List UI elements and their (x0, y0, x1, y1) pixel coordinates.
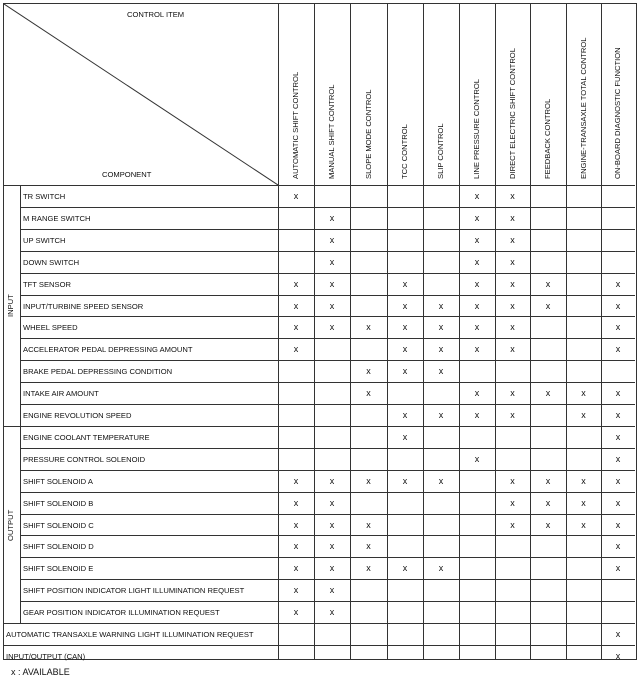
available-mark: x (329, 475, 335, 486)
row-divider (20, 601, 635, 602)
available-mark: x (581, 388, 586, 399)
header-diagonal (4, 4, 278, 185)
row-divider (20, 338, 635, 339)
row-label: TFT SENSOR (23, 279, 71, 289)
available-mark: x (402, 431, 408, 442)
column-header-5: SLIP CONTROL (436, 123, 445, 179)
available-mark: x (438, 366, 444, 377)
row-label: ENGINE COOLANT TEMPERATURE (23, 432, 150, 442)
row-label: UP SWITCH (23, 235, 66, 245)
available-mark: x (293, 300, 299, 311)
available-mark: x (293, 278, 299, 289)
row-divider (4, 426, 635, 427)
available-mark: x (402, 366, 408, 377)
available-mark: x (474, 278, 480, 289)
available-mark: x (402, 410, 408, 420)
row-divider (20, 514, 635, 515)
available-mark: x (329, 322, 335, 333)
row-label: TR SWITCH (23, 192, 66, 201)
column-header-4: TCC CONTROL (400, 124, 409, 179)
available-mark: x (510, 344, 515, 355)
row-divider (4, 645, 635, 646)
available-mark: x (293, 563, 299, 574)
available-mark: x (545, 300, 551, 311)
available-mark: x (615, 431, 621, 442)
available-mark: x (329, 278, 335, 289)
available-mark: x (510, 497, 515, 508)
available-mark: x (474, 453, 480, 464)
column-header-8: FEEDBACK CONTROL (543, 98, 552, 179)
available-mark: x (545, 475, 551, 486)
available-mark: x (615, 300, 621, 311)
available-mark: x (329, 585, 335, 596)
available-mark: x (510, 191, 515, 201)
available-mark: x (329, 256, 335, 267)
available-mark: x (402, 300, 408, 311)
available-mark: x (366, 322, 371, 333)
available-mark: x (615, 344, 621, 355)
available-mark: x (366, 475, 371, 486)
row-label: INPUT/TURBINE SPEED SENSOR (23, 301, 144, 311)
row-label: INTAKE AIR AMOUNT (23, 389, 99, 399)
component-header: COMPONENT (102, 170, 152, 179)
row-divider (20, 360, 635, 361)
row-divider (20, 557, 635, 558)
available-mark: x (510, 256, 515, 267)
control-matrix-table (3, 3, 637, 660)
row-divider (4, 623, 635, 624)
available-mark: x (545, 388, 551, 399)
available-mark: x (510, 234, 515, 245)
available-mark: x (615, 322, 621, 333)
available-mark: x (510, 410, 515, 420)
available-mark: x (545, 497, 551, 508)
available-mark: x (329, 541, 335, 552)
available-mark: x (510, 475, 515, 486)
available-mark: x (474, 256, 480, 267)
column-header-2: MANUAL SHIFT CONTROL (327, 84, 336, 179)
available-mark: x (329, 212, 335, 223)
available-mark: x (329, 234, 335, 245)
available-mark: x (510, 322, 515, 333)
available-mark: x (581, 475, 586, 486)
available-mark: x (615, 541, 621, 552)
available-mark: x (510, 519, 515, 530)
available-mark: x (402, 278, 408, 289)
column-divider (423, 4, 424, 659)
row-label: ACCELERATOR PEDAL DEPRESSING AMOUNT (23, 345, 193, 355)
group-label-input: INPUT (6, 294, 15, 318)
available-mark: x (615, 410, 621, 420)
available-mark: x (329, 519, 335, 530)
available-mark: x (366, 519, 371, 530)
legend: x : AVAILABLE (11, 667, 70, 677)
column-divider (350, 4, 351, 659)
available-mark: x (474, 388, 480, 399)
available-mark: x (366, 388, 371, 399)
available-mark: x (581, 410, 586, 420)
available-mark: x (293, 191, 299, 201)
row-label: SHIFT SOLENOID E (23, 564, 94, 574)
available-mark: x (293, 344, 299, 355)
available-mark: x (402, 344, 408, 355)
column-header-10: ON-BOARD DIAGNOSTIC FUNCTION (613, 47, 622, 179)
available-mark: x (438, 563, 444, 574)
column-header-7: DIRECT ELECTRIC SHIFT CONTROL (507, 48, 517, 179)
wide-row-label: INPUT/OUTPUT (CAN) (6, 651, 86, 661)
available-mark: x (293, 475, 299, 486)
available-mark: x (581, 519, 586, 530)
available-mark: x (402, 475, 408, 486)
row-divider (20, 316, 635, 317)
available-mark: x (615, 388, 621, 399)
available-mark: x (438, 322, 444, 333)
available-mark: x (329, 300, 335, 311)
available-mark: x (615, 497, 621, 508)
available-mark: x (474, 322, 480, 333)
available-mark: x (293, 607, 299, 618)
available-mark: x (438, 410, 444, 420)
column-divider (530, 4, 531, 659)
column-header-9: ENGINE-TRANSAXLE TOTAL CONTROL (578, 37, 588, 179)
control-item-header: CONTROL ITEM (127, 10, 185, 19)
available-mark: x (366, 366, 371, 377)
row-label: WHEEL SPEED (23, 323, 78, 333)
column-divider (495, 4, 496, 659)
row-divider (20, 382, 635, 383)
row-label: SHIFT SOLENOID A (23, 476, 93, 486)
available-mark: x (329, 497, 335, 508)
row-divider (20, 579, 635, 580)
row-divider (20, 295, 635, 296)
available-mark: x (402, 563, 408, 574)
available-mark: x (402, 322, 408, 333)
available-mark: x (474, 212, 480, 223)
row-divider (20, 535, 635, 536)
available-mark: x (615, 278, 621, 289)
row-divider (20, 251, 635, 252)
row-label: SHIFT SOLENOID B (23, 498, 94, 508)
row-divider (20, 470, 635, 471)
column-header-3: SLOPE MODE CONTROL (363, 89, 373, 179)
row-label: M RANGE SWITCH (23, 213, 91, 223)
column-divider (278, 4, 279, 659)
available-mark: x (438, 300, 444, 311)
column-divider (314, 4, 315, 659)
column-divider (601, 4, 602, 659)
available-mark: x (615, 519, 621, 530)
available-mark: x (581, 497, 586, 508)
column-header-1: AUTOMATIC SHIFT CONTROL (291, 71, 300, 179)
header-diagonal-line (4, 4, 278, 185)
row-label: PRESSURE CONTROL SOLENOID (23, 454, 146, 464)
available-mark: x (510, 278, 515, 289)
available-mark: x (510, 212, 515, 223)
available-mark: x (474, 300, 480, 311)
available-mark: x (615, 629, 621, 639)
row-divider (20, 448, 635, 449)
available-mark: x (545, 519, 551, 530)
row-label: SHIFT SOLENOID D (23, 542, 94, 552)
row-divider (20, 207, 635, 208)
available-mark: x (615, 453, 621, 464)
column-divider (387, 4, 388, 659)
available-mark: x (293, 541, 299, 552)
row-label: SHIFT POSITION INDICATOR LIGHT ILLUMINATION REQUEST (23, 586, 245, 596)
row-label: ENGINE REVOLUTION SPEED (23, 411, 132, 420)
column-header-6: LINE PRESSURE CONTROL (472, 78, 481, 179)
row-label: SHIFT SOLENOID C (23, 520, 94, 530)
available-mark: x (329, 607, 335, 618)
row-divider (20, 492, 635, 493)
available-mark: x (615, 563, 621, 574)
available-mark: x (510, 300, 515, 311)
available-mark: x (615, 475, 621, 486)
available-mark: x (329, 563, 335, 574)
available-mark: x (293, 497, 299, 508)
available-mark: x (366, 563, 371, 574)
available-mark: x (474, 410, 480, 420)
available-mark: x (293, 585, 299, 596)
group-label-output: OUTPUT (6, 510, 15, 542)
available-mark: x (545, 278, 551, 289)
available-mark: x (438, 344, 444, 355)
row-label: BRAKE PEDAL DEPRESSING CONDITION (23, 367, 173, 377)
available-mark: x (474, 191, 480, 201)
row-label: DOWN SWITCH (23, 257, 80, 267)
available-mark: x (615, 650, 621, 661)
available-mark: x (293, 322, 299, 333)
row-divider (20, 404, 635, 405)
available-mark: x (474, 234, 480, 245)
available-mark: x (366, 541, 371, 552)
column-divider (459, 4, 460, 659)
column-divider (566, 4, 567, 659)
row-divider (4, 185, 635, 186)
available-mark: x (293, 519, 299, 530)
row-label: GEAR POSITION INDICATOR ILLUMINATION REQUEST (23, 608, 220, 618)
available-mark: x (438, 475, 444, 486)
wide-row-label: AUTOMATIC TRANSAXLE WARNING LIGHT ILLUMINATION REQUEST (6, 630, 254, 639)
available-mark: x (474, 344, 480, 355)
available-mark: x (510, 388, 515, 399)
row-divider (20, 273, 635, 274)
row-divider (20, 229, 635, 230)
